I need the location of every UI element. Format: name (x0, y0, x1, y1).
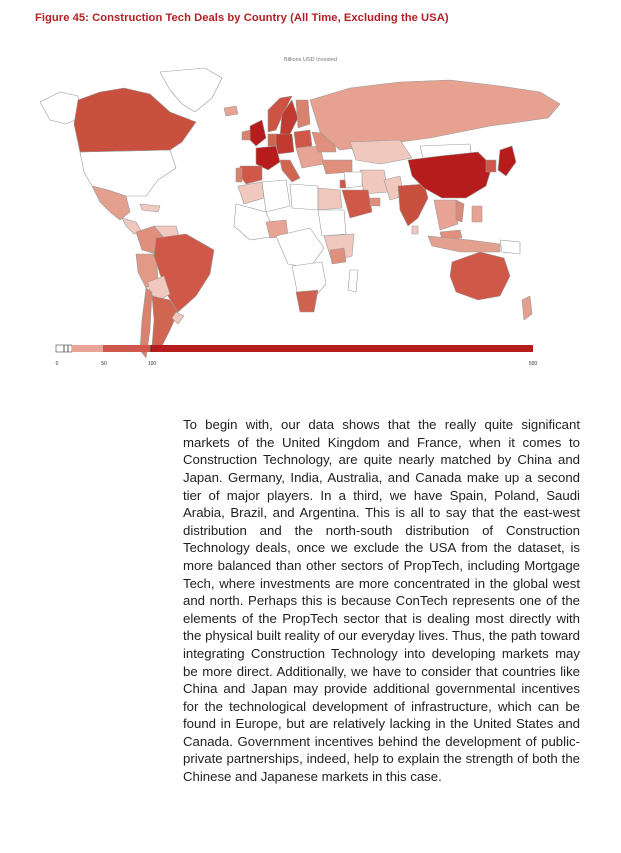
country-uk (250, 120, 266, 146)
country-india (398, 184, 428, 226)
country-greenland (160, 68, 222, 112)
country-egypt (318, 188, 342, 210)
country-madagascar (348, 270, 358, 292)
country-iceland (224, 106, 238, 116)
world-map-svg (0, 0, 621, 380)
country-sudan (318, 210, 346, 236)
country-finland (296, 100, 310, 128)
country-italy (280, 160, 300, 182)
country-spain (240, 166, 262, 184)
scale-seg-50-100 (103, 345, 151, 352)
scale-tick-500: 500 (528, 361, 538, 367)
scale-title: Billions USD Invested (284, 57, 337, 63)
country-vietnam (456, 200, 464, 222)
choropleth-map (0, 0, 621, 380)
country-morocco (238, 182, 264, 204)
country-ireland (242, 130, 250, 140)
country-caribbean (140, 204, 160, 212)
country-sri-lanka (412, 226, 418, 234)
country-papua (500, 240, 520, 254)
country-indonesia (428, 236, 500, 252)
body-paragraph: To begin with, our data shows that the really quite significant markets of the United Kingdom and France, when it comes to Construction Technology, are quite nearly matched by China and Japan. Germany, India, Australia, and Canada make up a second tier of major players. In a third, we have Spain, Poland, Saudi Arabia, Brazil, and Argentina. This is all to say that the east-west distribution and the north-south distribution of Construction Technology deals, once we exclude the USA from the dataset, is more balanced than other sectors of PropTech, including Mortgage Tech, where investments are more concentrated in the global west and north. Perhaps this is because ConTech represents one of the elements of the PropTech sector that is dealing most directly with the physical built reality of our everyday lives. Thus, the path toward integrating Construction Technology into developing markets may be more direct. Additionally, we have to consider that countries like China and Japan may provide additional governmental incentives for the technological development of infrastructure, which can be found in Europe, but are relatively lacking in the United States and Canada. Government incentives behind the development of public-private partnerships, indeed, help to explain the strength of both the Chinese and Japanese markets in this case. (183, 417, 580, 785)
country-libya (290, 184, 318, 210)
scale-tick-50: 50 (101, 361, 107, 367)
scale-tick-100: 100 (147, 361, 157, 367)
country-poland (294, 130, 312, 148)
country-kenya (330, 248, 346, 264)
figure-title: Figure 45: Construction Tech Deals by Country (All Time, Excluding the USA) (35, 12, 449, 24)
color-scale-bar (56, 345, 538, 367)
country-netherlands (268, 134, 276, 146)
country-uae (370, 198, 380, 206)
scale-tick-0: 0 (55, 361, 59, 367)
country-korea (486, 160, 496, 172)
country-philippines (472, 206, 482, 222)
country-algeria (262, 180, 290, 212)
scale-seg-100-500 (151, 345, 533, 352)
country-new-zealand (522, 296, 532, 320)
country-central-africa (276, 228, 324, 268)
country-australia (450, 252, 510, 300)
country-japan (498, 146, 516, 176)
country-portugal (236, 168, 242, 182)
country-russia (310, 80, 560, 150)
country-alaska (40, 92, 80, 124)
country-southeast-asia (434, 200, 458, 230)
country-iraq-syria (344, 172, 362, 188)
scale-seg-10-50 (72, 345, 103, 352)
country-south-africa (296, 290, 318, 312)
country-saudi-arabia (342, 190, 372, 218)
country-kazakhstan (350, 140, 412, 164)
